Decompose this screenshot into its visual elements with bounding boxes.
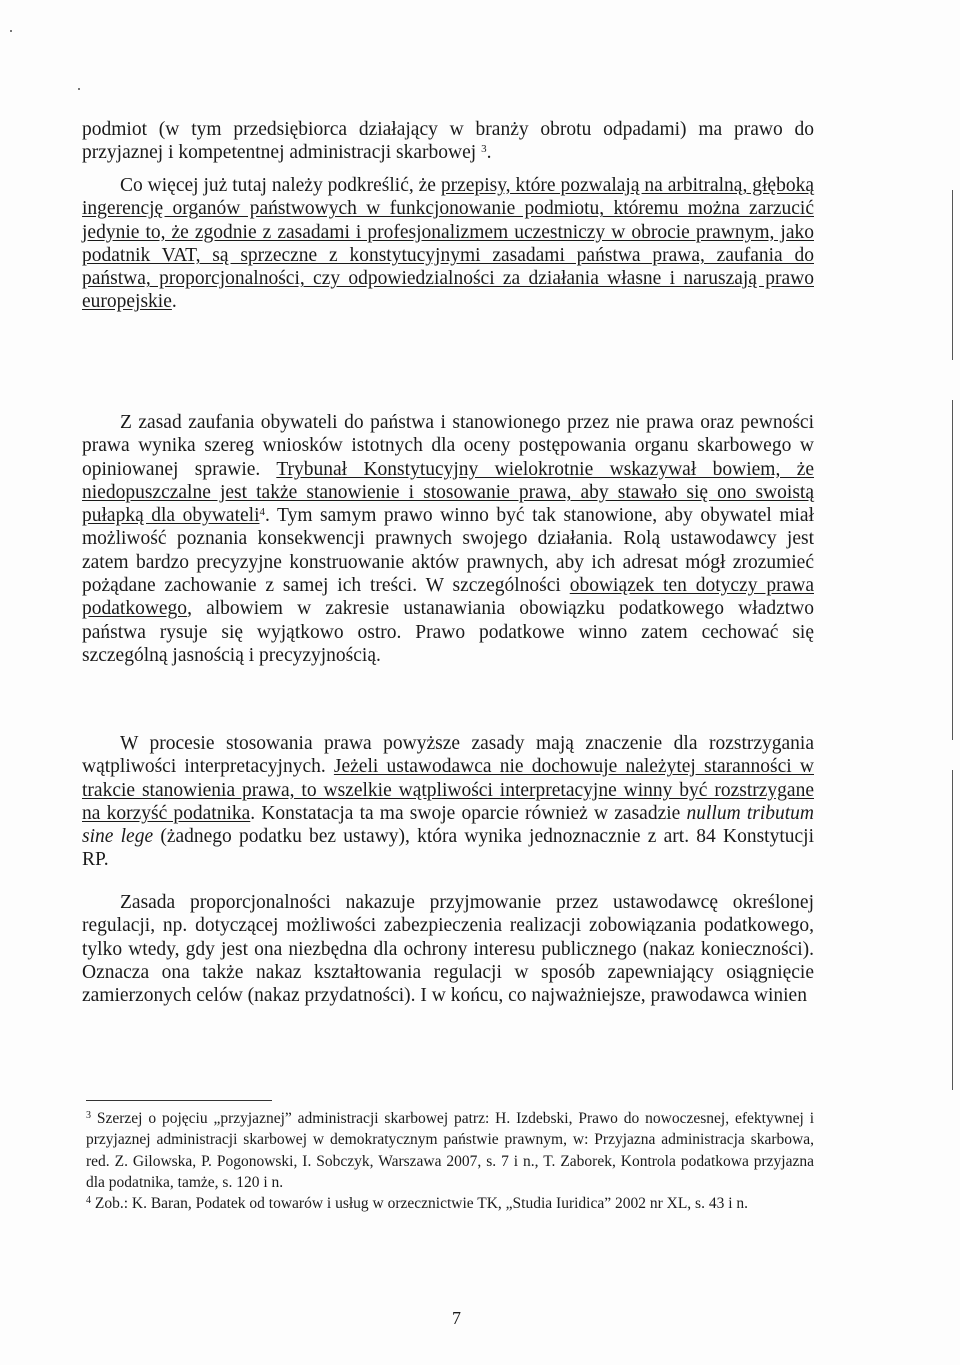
paragraph-4 — [82, 891, 814, 1007]
paragraph-2 — [82, 411, 814, 667]
p1-lead: Co więcej już tutaj należy podkreślić, że — [120, 175, 441, 196]
intro-end: . — [486, 142, 492, 164]
footnote-3-text: Szerzej o pojęciu „przyjaznej” administracji skarbowej patrz: H. Izdebski, Prawo do nowoczesnej, efektywnej i przyjaznej administracji skarbowej w demokratycznym państwie prawnym, w: Przyjazna administracja skarbowa, red. Z. Gilowska, P. Pogonowski, I. Sobczyk, Warszawa 2007, s. 7 i n., T. Zaborek, Kontrola podatkowa przyjazna dla podatnika, tamże, s. 120 i n. — [86, 1110, 814, 1191]
p2-middle: . Tym samym prawo winno być tak stanowione, aby obywatel miał możliwość poznania konsekwencji prawnych swojego działania. Rolą ustawodawcy jest zatem bardzo precyzyjne konstruowanie aktów prawnych, aby ich adresat mógł zrozumieć pożądane zachowanie z samej ich treści. W szczególności — [82, 505, 814, 597]
footnote-4-text: Zob.: K. Baran, Podatek od towarów i usług w orzecznictwie TK, „Studia Iuridica” 2002 nr XL, s. 43 i n. — [94, 1195, 749, 1213]
footnote-4-number: 4 — [86, 1195, 91, 1207]
footnote-separator — [86, 1100, 272, 1101]
p3-middle: . Konstatacja ta ma swoje oparcie również w zasadzie — [250, 802, 687, 824]
footnote-4 — [86, 1193, 814, 1214]
footnote-3 — [86, 1108, 814, 1193]
paragraph-intro — [82, 118, 814, 165]
intro-text: podmiot (w tym przedsiębiorca działający w branży obrotu odpadami) ma prawo do przyjaznej i kompetentnej administracji skarbowej — [82, 119, 814, 164]
paragraph-1 — [82, 174, 814, 314]
p3-lead: W procesie stosowania prawa powyższe zasady mają znaczenie dla rozstrzygania wątpliwości interpretacyjnych. — [82, 733, 814, 778]
p4-text: Zasada proporcjonalności nakazuje przyjmowanie przez ustawodawcę określonej regulacji, np. dotyczącej możliwości zabezpieczenia realizacji zobowiązania podatkowego, tylko wtedy, gdy jest ona niezbędna dla ochrony interesu publicznego (nakaz konieczności). Oznacza ona także nakaz kształtowania regulacji w sposób zapewniający osiągnięcie zamierzonych celów (nakaz przydatności). I w końcu, co najważniejsze, prawodawca winien — [82, 892, 814, 1007]
p2-underlined-passage-2: obowiązek ten dotyczy prawa podatkowego — [82, 575, 814, 620]
margin-scan-line — [952, 770, 953, 1090]
paragraph-3 — [82, 732, 814, 872]
footnotes — [86, 1108, 814, 1214]
p2-end: , albowiem w zakresie ustanawiania obowiązku podatkowego władztwo państwa rysuje się wyjątkowo ostro. Prawo podatkowe winno zatem cechować się szczególną jasnością i precyzyjnością. — [82, 598, 814, 666]
p3-end: (żadnego podatku bez ustawy), która wynika jednoznacznie z art. 84 Konstytucji RP. — [82, 826, 814, 871]
p2-underlined-passage-1: Trybunał Konstytucyjny wielokrotnie wskazywał bowiem, że niedopuszczalne jest także stanowienie i stosowanie prawa, aby stawało się ono swoistą pułapką dla obywateli — [82, 458, 814, 527]
page-number: 7 — [452, 1308, 461, 1328]
footnote-ref-4[interactable]: 4 — [259, 506, 265, 519]
p1-end: . — [171, 291, 177, 313]
p2-lead: Z zasad zaufania obywateli do państwa i stanowionego przez nie prawa oraz pewności prawa wynika szereg wniosków istotnych dla oceny postępowania organu skarbowego w opiniowanej sprawie. — [82, 412, 814, 480]
margin-scan-line — [952, 190, 953, 360]
p3-underlined-passage: Jeżeli ustawodawca nie dochowuje należytej staranności w trakcie stanowienia prawa, to wszelkie wątpliwości interpretacyjne winny być rozstrzygane na korzyść podatnika — [82, 756, 814, 824]
p3-latin-maxim: nullum tributum sine lege — [82, 802, 815, 848]
scan-speck — [10, 30, 12, 32]
scan-speck — [78, 88, 80, 90]
footnote-3-number: 3 — [86, 1110, 91, 1121]
p1-underlined-passage: przepisy, które pozwalają na arbitralną, głęboką ingerencję organów państwowych w funkcjonowanie podmiotu, któremu można zarzucić jedynie to, że zgodnie z zasadami i profesjonalizmem uczestniczy w obrocie prawnym, jako podatnik VAT, są sprzeczne z konstytucyjnymi zasadami państwa prawa, zaufania do państwa, proporcjonalności, czy odpowiedzialności za działania własne i naruszają prawo europejskie — [82, 175, 814, 313]
margin-scan-line — [952, 400, 953, 740]
footnote-ref-3[interactable]: 3 — [481, 143, 487, 156]
